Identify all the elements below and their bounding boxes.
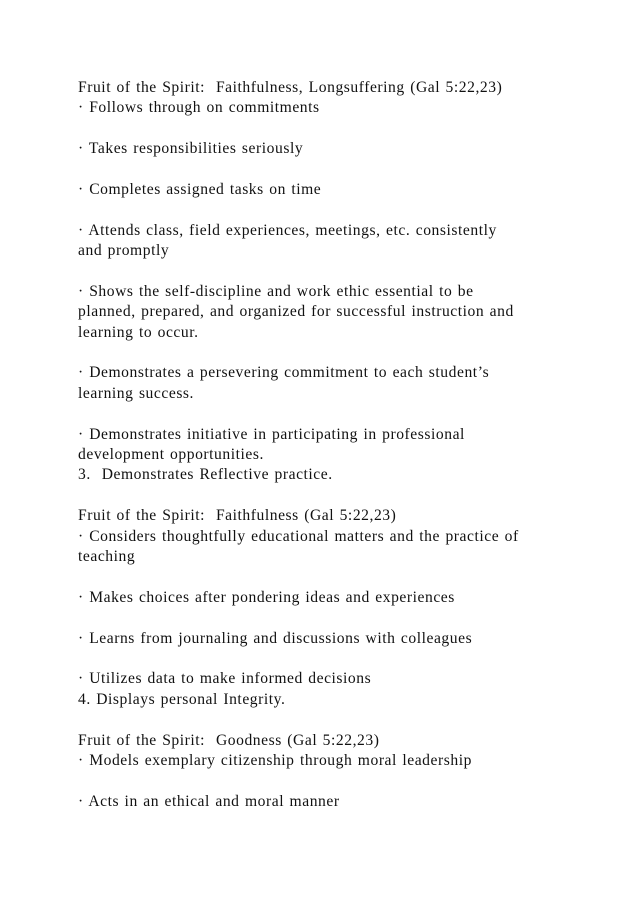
text-line: learning success. <box>78 384 195 402</box>
text-line: Fruit of the Spirit: Goodness (Gal 5:22,23) <box>78 731 380 749</box>
text-line <box>78 343 618 363</box>
text-line <box>78 119 618 139</box>
text-line: · Considers thoughtfully educational matters and the practice of <box>78 527 519 545</box>
text-line: · Makes choices after pondering ideas and experiences <box>78 588 455 606</box>
text-line <box>78 262 618 282</box>
text-line <box>78 608 618 628</box>
text-line: teaching <box>78 547 136 565</box>
text-line <box>78 486 618 506</box>
text-line: planned, prepared, and organized for successful instruction and <box>78 303 514 321</box>
text-line: 3. Demonstrates Reflective practice. <box>78 466 333 484</box>
text-line <box>78 710 618 730</box>
text-line: Fruit of the Spirit: Faithfulness (Gal 5:22,23) <box>78 507 397 525</box>
text-line <box>78 200 618 220</box>
text-line <box>78 771 618 791</box>
text-line: · Takes responsibilities seriously <box>78 140 304 158</box>
text-line: · Acts in an ethical and moral manner <box>78 792 340 810</box>
document-body <box>78 78 618 812</box>
text-line: · Shows the self-discipline and work ethic essential to be <box>78 282 474 300</box>
text-line: · Learns from journaling and discussions with colleagues <box>78 629 473 647</box>
text-line: Fruit of the Spirit: Faithfulness, Longsuffering (Gal 5:22,23) <box>78 79 503 96</box>
text-line: · Attends class, field experiences, meetings, etc. consistently <box>78 221 497 239</box>
text-line: 4. Displays personal Integrity. <box>78 690 286 708</box>
text-line: learning to occur. <box>78 323 199 341</box>
text-line <box>78 567 618 587</box>
text-line: development opportunities. <box>78 446 264 464</box>
text-line: and promptly <box>78 242 170 260</box>
text-line: · Demonstrates initiative in participating in professional <box>78 425 465 443</box>
text-line: · Follows through on commitments <box>78 99 320 117</box>
text-line <box>78 160 618 180</box>
text-line: · Models exemplary citizenship through moral leadership <box>78 751 472 769</box>
text-line: · Demonstrates a persevering commitment to each student’s <box>78 364 490 382</box>
text-line <box>78 649 618 669</box>
text-line: · Utilizes data to make informed decisions <box>78 670 372 688</box>
text-line <box>78 404 618 424</box>
text-line: · Completes assigned tasks on time <box>78 180 322 198</box>
